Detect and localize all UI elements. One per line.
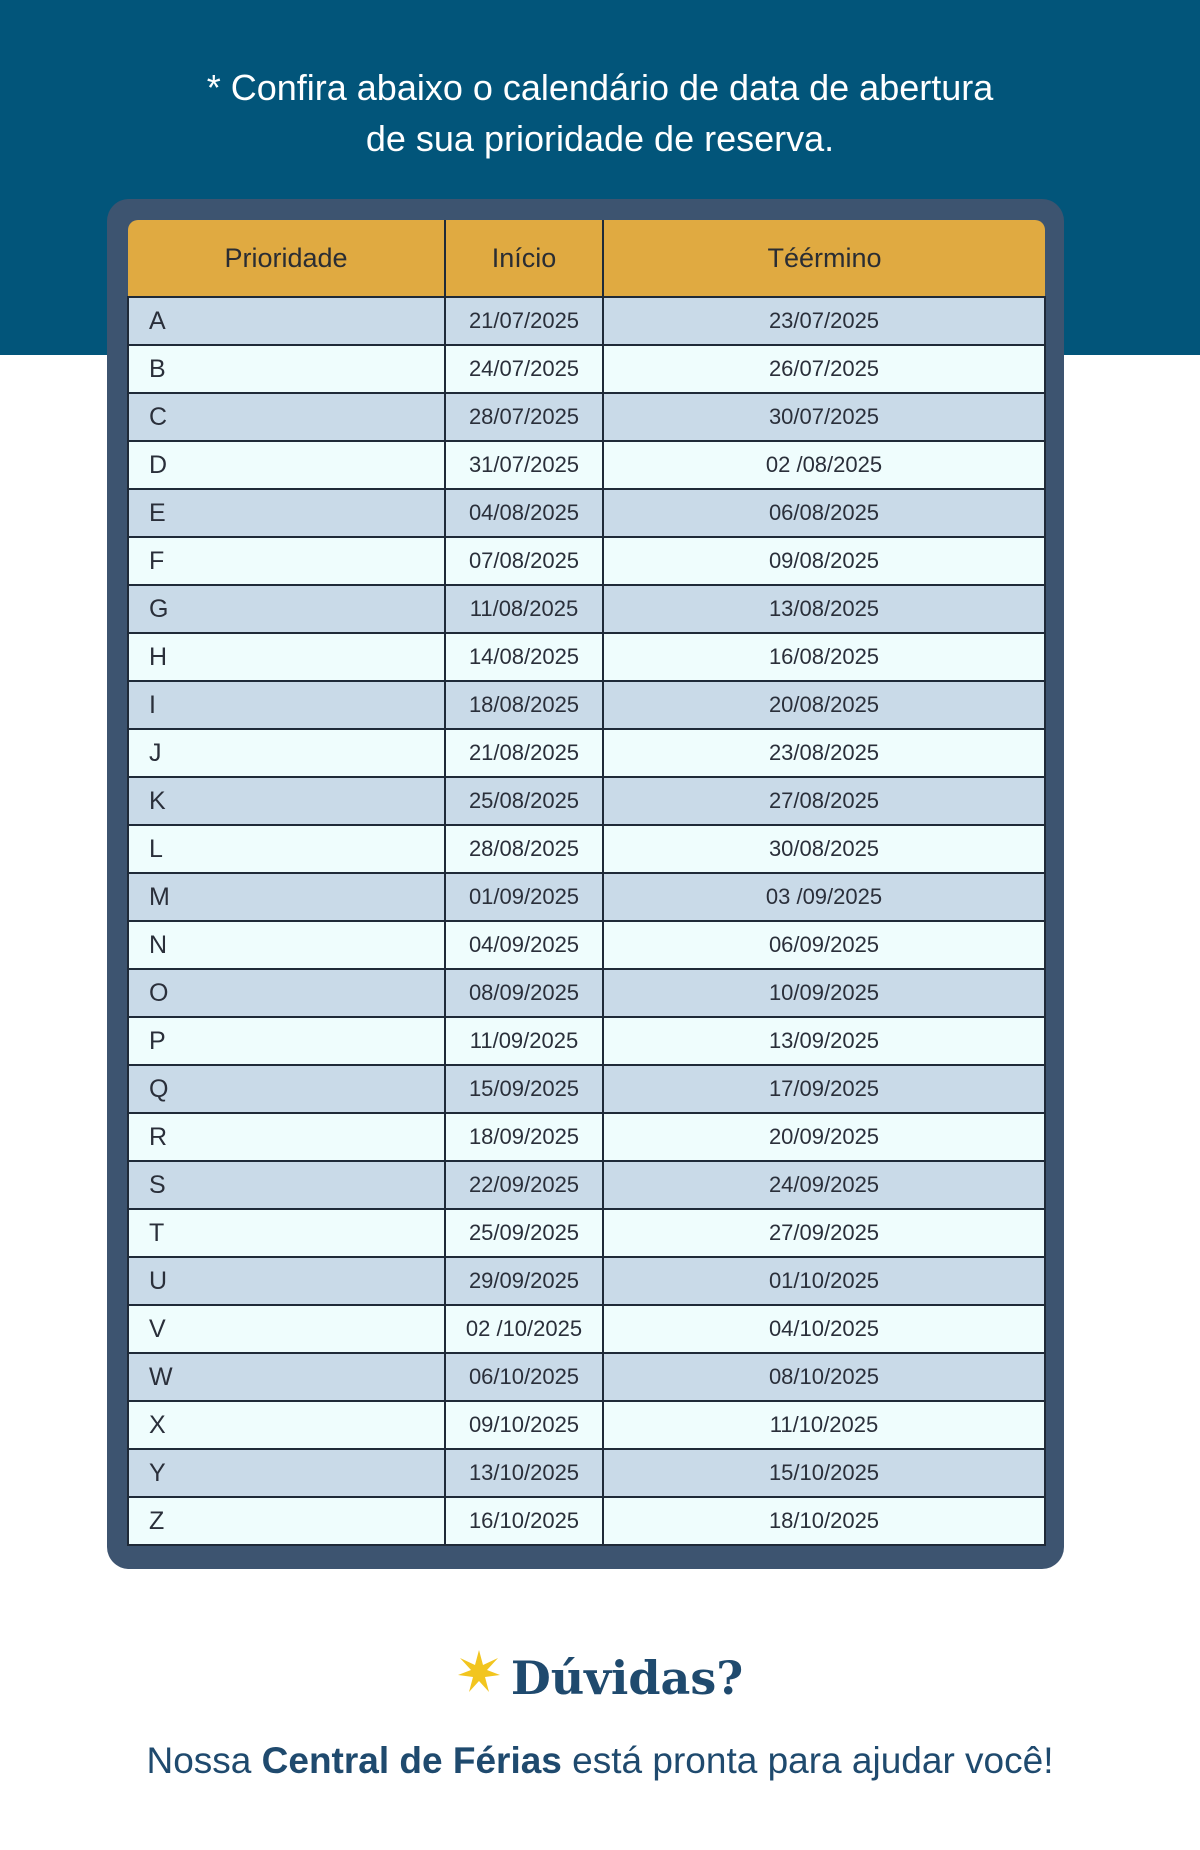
intro-line-1: * Confira abaixo o calendário de data de abertura [206, 67, 994, 108]
priority-cell: V [128, 1305, 445, 1353]
end-date-cell: 30/07/2025 [603, 393, 1045, 441]
priority-cell: L [128, 825, 445, 873]
table-row [128, 681, 1045, 729]
table-row [128, 1017, 1045, 1065]
table-row [128, 1353, 1045, 1401]
end-date-cell: 26/07/2025 [603, 345, 1045, 393]
end-date-cell: 13/09/2025 [603, 1017, 1045, 1065]
start-date-cell: 07/08/2025 [445, 537, 603, 585]
start-date-cell: 13/10/2025 [445, 1449, 603, 1497]
table-row [128, 729, 1045, 777]
end-date-cell: 20/09/2025 [603, 1113, 1045, 1161]
start-date-cell: 18/09/2025 [445, 1113, 603, 1161]
intro-text [0, 62, 1200, 164]
end-date-cell: 02 /08/2025 [603, 441, 1045, 489]
start-date-cell: 24/07/2025 [445, 345, 603, 393]
start-date-cell: 04/08/2025 [445, 489, 603, 537]
start-date-cell: 25/08/2025 [445, 777, 603, 825]
table-row [128, 633, 1045, 681]
header-priority: Prioridade [128, 220, 445, 297]
priority-cell: T [128, 1209, 445, 1257]
priority-cell: S [128, 1161, 445, 1209]
start-date-cell: 28/07/2025 [445, 393, 603, 441]
priority-cell: G [128, 585, 445, 633]
start-date-cell: 04/09/2025 [445, 921, 603, 969]
end-date-cell: 03 /09/2025 [603, 873, 1045, 921]
start-date-cell: 18/08/2025 [445, 681, 603, 729]
table-row [128, 969, 1045, 1017]
table-row [128, 1449, 1045, 1497]
schedule-table-wrapper [127, 220, 1044, 1546]
faq-title: Dúvidas? [510, 1651, 744, 1705]
start-date-cell: 29/09/2025 [445, 1257, 603, 1305]
faq-text-after: está pronta para ajudar você! [561, 1740, 1054, 1781]
start-date-cell: 22/09/2025 [445, 1161, 603, 1209]
priority-cell: C [128, 393, 445, 441]
table-row [128, 873, 1045, 921]
priority-cell: U [128, 1257, 445, 1305]
end-date-cell: 15/10/2025 [603, 1449, 1045, 1497]
end-date-cell: 11/10/2025 [603, 1401, 1045, 1449]
faq-text-bold: Central de Férias [261, 1740, 562, 1781]
priority-cell: N [128, 921, 445, 969]
table-row [128, 1161, 1045, 1209]
priority-cell: B [128, 345, 445, 393]
table-row [128, 1113, 1045, 1161]
table-row [128, 777, 1045, 825]
start-date-cell: 31/07/2025 [445, 441, 603, 489]
intro-line-2: de sua prioridade de reserva. [365, 118, 835, 159]
priority-cell: A [128, 297, 445, 345]
schedule-table [127, 220, 1046, 1546]
table-row [128, 537, 1045, 585]
end-date-cell: 10/09/2025 [603, 969, 1045, 1017]
start-date-cell: 21/07/2025 [445, 297, 603, 345]
end-date-cell: 20/08/2025 [603, 681, 1045, 729]
start-date-cell: 08/09/2025 [445, 969, 603, 1017]
end-date-cell: 18/10/2025 [603, 1497, 1045, 1545]
priority-cell: J [128, 729, 445, 777]
table-row [128, 1209, 1045, 1257]
priority-cell: X [128, 1401, 445, 1449]
start-date-cell: 21/08/2025 [445, 729, 603, 777]
table-row [128, 441, 1045, 489]
faq-message [0, 1736, 1200, 1786]
header-end: Téérmino [603, 220, 1045, 297]
end-date-cell: 06/08/2025 [603, 489, 1045, 537]
start-date-cell: 16/10/2025 [445, 1497, 603, 1545]
end-date-cell: 17/09/2025 [603, 1065, 1045, 1113]
end-date-cell: 01/10/2025 [603, 1257, 1045, 1305]
priority-cell: W [128, 1353, 445, 1401]
priority-cell: Q [128, 1065, 445, 1113]
table-row [128, 921, 1045, 969]
start-date-cell: 11/09/2025 [445, 1017, 603, 1065]
faq-heading [0, 1648, 1200, 1708]
start-date-cell: 25/09/2025 [445, 1209, 603, 1257]
priority-cell: P [128, 1017, 445, 1065]
priority-cell: H [128, 633, 445, 681]
priority-cell: E [128, 489, 445, 537]
priority-cell: O [128, 969, 445, 1017]
start-date-cell: 09/10/2025 [445, 1401, 603, 1449]
end-date-cell: 27/09/2025 [603, 1209, 1045, 1257]
end-date-cell: 30/08/2025 [603, 825, 1045, 873]
end-date-cell: 13/08/2025 [603, 585, 1045, 633]
start-date-cell: 02 /10/2025 [445, 1305, 603, 1353]
table-row [128, 585, 1045, 633]
star-icon [457, 1647, 501, 1707]
schedule-card [107, 199, 1064, 1569]
table-row [128, 489, 1045, 537]
priority-cell: F [128, 537, 445, 585]
table-row [128, 1257, 1045, 1305]
priority-cell: M [128, 873, 445, 921]
end-date-cell: 08/10/2025 [603, 1353, 1045, 1401]
end-date-cell: 04/10/2025 [603, 1305, 1045, 1353]
end-date-cell: 23/08/2025 [603, 729, 1045, 777]
table-row [128, 825, 1045, 873]
start-date-cell: 15/09/2025 [445, 1065, 603, 1113]
table-row [128, 1401, 1045, 1449]
end-date-cell: 16/08/2025 [603, 633, 1045, 681]
table-row [128, 297, 1045, 345]
table-row [128, 1305, 1045, 1353]
table-row [128, 393, 1045, 441]
priority-cell: I [128, 681, 445, 729]
start-date-cell: 06/10/2025 [445, 1353, 603, 1401]
start-date-cell: 28/08/2025 [445, 825, 603, 873]
priority-cell: Z [128, 1497, 445, 1545]
priority-cell: R [128, 1113, 445, 1161]
priority-cell: Y [128, 1449, 445, 1497]
header-start: Início [445, 220, 603, 297]
end-date-cell: 06/09/2025 [603, 921, 1045, 969]
end-date-cell: 27/08/2025 [603, 777, 1045, 825]
table-row [128, 1065, 1045, 1113]
end-date-cell: 09/08/2025 [603, 537, 1045, 585]
start-date-cell: 14/08/2025 [445, 633, 603, 681]
table-row [128, 345, 1045, 393]
priority-cell: K [128, 777, 445, 825]
end-date-cell: 23/07/2025 [603, 297, 1045, 345]
end-date-cell: 24/09/2025 [603, 1161, 1045, 1209]
start-date-cell: 01/09/2025 [445, 873, 603, 921]
table-body [128, 297, 1045, 1545]
priority-cell: D [128, 441, 445, 489]
start-date-cell: 11/08/2025 [445, 585, 603, 633]
faq-text-before: Nossa [146, 1740, 262, 1781]
table-row [128, 1497, 1045, 1545]
table-header-row [128, 220, 1045, 297]
